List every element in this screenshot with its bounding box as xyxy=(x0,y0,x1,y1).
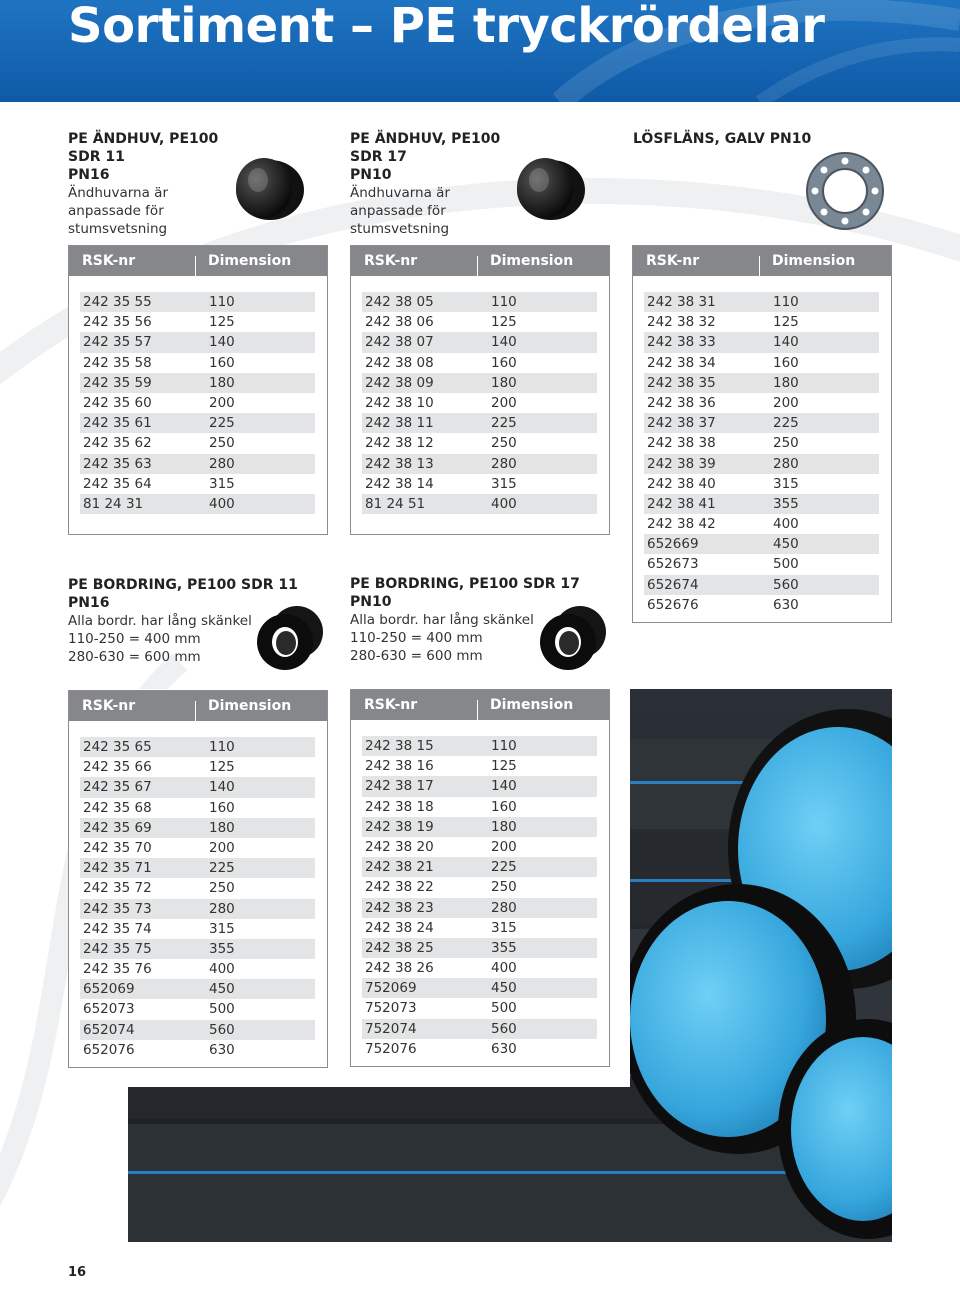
rsk-number-cell: 242 38 25 xyxy=(365,939,434,956)
table-header xyxy=(351,246,609,276)
dimension-cell: 160 xyxy=(773,354,799,371)
table-row xyxy=(362,736,597,756)
rsk-number-cell: 242 35 76 xyxy=(83,961,152,978)
dimension-cell: 355 xyxy=(209,940,235,957)
rsk-number-cell: 242 38 36 xyxy=(647,394,716,411)
rsk-number-cell: 242 38 08 xyxy=(365,354,434,371)
table-row xyxy=(362,938,597,958)
dimension-cell: 140 xyxy=(491,334,517,351)
header-rsk: RSK-nr xyxy=(646,253,700,269)
table-row xyxy=(80,818,315,838)
dimension-cell: 160 xyxy=(209,799,235,816)
table-row xyxy=(80,798,315,818)
rsk-number-cell: 242 38 05 xyxy=(365,294,434,310)
table-body xyxy=(69,276,327,528)
dimension-cell: 500 xyxy=(209,1001,235,1018)
table-body xyxy=(69,721,327,1074)
product-desc-line: Ändhuvarna är xyxy=(68,185,168,201)
dimension-cell: 225 xyxy=(209,415,235,432)
dimension-cell: 160 xyxy=(491,354,517,371)
header-dimension: Dimension xyxy=(490,697,574,713)
product-pressure-class: PN16 xyxy=(68,595,110,611)
rsk-number-cell: 652674 xyxy=(647,576,699,593)
table-row xyxy=(644,433,879,453)
rsk-number-cell: 242 38 41 xyxy=(647,495,716,512)
table-row xyxy=(644,312,879,332)
table-row xyxy=(80,292,315,312)
rsk-number-cell: 242 38 15 xyxy=(365,738,434,754)
table-row xyxy=(362,958,597,978)
header-dimension: Dimension xyxy=(208,698,292,714)
product-flange xyxy=(633,130,833,148)
rsk-number-cell: 242 38 16 xyxy=(365,758,434,775)
dimension-cell: 180 xyxy=(491,818,517,835)
table-row xyxy=(80,474,315,494)
table-row xyxy=(644,575,879,595)
header-divider xyxy=(195,256,196,276)
rsk-number-cell: 242 35 66 xyxy=(83,759,152,776)
table-row xyxy=(362,1039,597,1059)
product-desc-line: 110-250 = 400 mm xyxy=(68,631,201,647)
table-row xyxy=(644,393,879,413)
rsk-number-cell: 652676 xyxy=(647,596,699,613)
dimension-cell: 250 xyxy=(209,880,235,897)
rsk-number-cell: 652069 xyxy=(83,981,135,998)
table-row xyxy=(80,413,315,433)
table-row xyxy=(644,514,879,534)
table-header xyxy=(69,246,327,276)
dimension-cell: 140 xyxy=(773,334,799,351)
rsk-number-cell: 242 35 72 xyxy=(83,880,152,897)
rsk-number-cell: 752074 xyxy=(365,1020,417,1037)
table-row xyxy=(644,292,879,312)
dimension-cell: 125 xyxy=(209,759,235,776)
rsk-number-cell: 242 35 60 xyxy=(83,394,152,411)
product-desc-line: Alla bordr. har lång skänkel xyxy=(68,613,252,629)
table-row xyxy=(362,756,597,776)
rsk-table-end-cap-sdr17 xyxy=(350,245,610,535)
dimension-cell: 140 xyxy=(209,334,235,351)
end-cap-image xyxy=(230,152,306,222)
rsk-number-cell: 242 38 18 xyxy=(365,798,434,815)
product-desc-line: stumsvetsning xyxy=(68,221,168,237)
rsk-number-cell: 242 38 33 xyxy=(647,334,716,351)
header-divider xyxy=(477,256,478,276)
product-desc-line: anpassade för xyxy=(350,203,446,219)
product-end-cap-sdr11 xyxy=(68,130,238,238)
header-rsk: RSK-nr xyxy=(82,253,136,269)
product-desc-line: 110-250 = 400 mm xyxy=(350,630,483,646)
dimension-cell: 630 xyxy=(209,1041,235,1058)
table-row xyxy=(362,433,597,453)
table-row xyxy=(80,939,315,959)
dimension-cell: 110 xyxy=(209,294,235,310)
rsk-number-cell: 752073 xyxy=(365,1000,417,1017)
dimension-cell: 160 xyxy=(209,354,235,371)
table-row xyxy=(362,776,597,796)
rsk-number-cell: 242 35 64 xyxy=(83,475,152,492)
rsk-number-cell: 242 35 58 xyxy=(83,354,152,371)
table-row xyxy=(644,595,879,615)
product-desc-line: Alla bordr. har lång skänkel xyxy=(350,612,534,628)
table-row xyxy=(644,494,879,514)
rsk-number-cell: 242 35 71 xyxy=(83,860,152,877)
product-desc-line: 280-630 = 600 mm xyxy=(68,649,201,665)
rsk-number-cell: 652076 xyxy=(83,1041,135,1058)
dimension-cell: 315 xyxy=(209,475,235,492)
dimension-cell: 560 xyxy=(209,1021,235,1038)
table-row xyxy=(644,454,879,474)
table-row xyxy=(644,353,879,373)
table-row xyxy=(362,312,597,332)
dimension-cell: 400 xyxy=(209,495,235,512)
table-row xyxy=(362,817,597,837)
dimension-cell: 450 xyxy=(209,981,235,998)
dimension-cell: 450 xyxy=(491,980,517,997)
table-row xyxy=(80,494,315,514)
rsk-number-cell: 242 38 38 xyxy=(647,435,716,452)
dimension-cell: 280 xyxy=(491,899,517,916)
rsk-number-cell: 242 38 34 xyxy=(647,354,716,371)
table-header xyxy=(351,690,609,720)
dimension-cell: 200 xyxy=(209,839,235,856)
product-pressure-class: PN16 xyxy=(68,167,110,183)
rsk-number-cell: 242 35 57 xyxy=(83,334,152,351)
table-body xyxy=(351,276,609,528)
table-row xyxy=(80,1020,315,1040)
table-row xyxy=(80,899,315,919)
rsk-number-cell: 242 35 55 xyxy=(83,294,152,310)
dimension-cell: 200 xyxy=(491,838,517,855)
rsk-number-cell: 242 35 62 xyxy=(83,435,152,452)
rsk-number-cell: 242 38 39 xyxy=(647,455,716,472)
dimension-cell: 110 xyxy=(773,294,799,310)
dimension-cell: 110 xyxy=(209,739,235,755)
dimension-cell: 315 xyxy=(773,475,799,492)
dimension-cell: 400 xyxy=(209,961,235,978)
rsk-number-cell: 242 35 59 xyxy=(83,374,152,391)
dimension-cell: 560 xyxy=(773,576,799,593)
rsk-number-cell: 242 38 42 xyxy=(647,516,716,533)
dimension-cell: 225 xyxy=(773,415,799,432)
dimension-cell: 450 xyxy=(773,536,799,553)
page-title: Sortiment – PE tryckrördelar xyxy=(68,0,825,54)
table-body xyxy=(633,276,891,629)
rsk-number-cell: 242 38 37 xyxy=(647,415,716,432)
product-end-cap-sdr17 xyxy=(350,130,520,238)
dimension-cell: 315 xyxy=(491,919,517,936)
table-row xyxy=(80,979,315,999)
rsk-number-cell: 242 38 35 xyxy=(647,374,716,391)
table-row xyxy=(80,433,315,453)
table-row xyxy=(362,978,597,998)
header-rsk: RSK-nr xyxy=(364,697,418,713)
header-dimension: Dimension xyxy=(208,253,292,269)
table-row xyxy=(80,353,315,373)
rsk-number-cell: 242 38 07 xyxy=(365,334,434,351)
rsk-number-cell: 242 38 23 xyxy=(365,899,434,916)
rsk-number-cell: 242 38 21 xyxy=(365,859,434,876)
dimension-cell: 140 xyxy=(209,779,235,796)
rsk-number-cell: 242 38 14 xyxy=(365,475,434,492)
rsk-number-cell: 242 35 56 xyxy=(83,314,152,331)
rsk-number-cell: 242 38 17 xyxy=(365,778,434,795)
table-row xyxy=(80,454,315,474)
dimension-cell: 125 xyxy=(209,314,235,331)
table-header xyxy=(69,691,327,721)
table-row xyxy=(644,474,879,494)
flange-image xyxy=(804,150,886,232)
table-header xyxy=(633,246,891,276)
dimension-cell: 315 xyxy=(209,920,235,937)
table-row xyxy=(80,1040,315,1060)
rsk-number-cell: 242 38 19 xyxy=(365,818,434,835)
rsk-number-cell: 752076 xyxy=(365,1040,417,1057)
rsk-number-cell: 81 24 51 xyxy=(365,495,426,512)
dimension-cell: 250 xyxy=(491,435,517,452)
header-rsk: RSK-nr xyxy=(364,253,418,269)
product-title: PE BORDRING, PE100 SDR 11 xyxy=(68,577,298,593)
header-dimension: Dimension xyxy=(772,253,856,269)
dimension-cell: 180 xyxy=(773,374,799,391)
table-row xyxy=(644,534,879,554)
header-divider xyxy=(195,701,196,721)
table-row xyxy=(80,838,315,858)
rsk-number-cell: 242 38 13 xyxy=(365,455,434,472)
rsk-number-cell: 242 38 26 xyxy=(365,960,434,977)
table-row xyxy=(362,918,597,938)
table-row xyxy=(362,1019,597,1039)
rsk-number-cell: 242 35 73 xyxy=(83,900,152,917)
table-row xyxy=(644,332,879,352)
table-body xyxy=(351,720,609,1073)
table-row xyxy=(362,454,597,474)
product-title: PE BORDRING, PE100 SDR 17 xyxy=(350,576,580,592)
header-banner xyxy=(0,0,960,102)
table-row xyxy=(362,797,597,817)
dimension-cell: 180 xyxy=(209,374,235,391)
rsk-number-cell: 242 35 69 xyxy=(83,819,152,836)
stub-flange-image xyxy=(255,602,325,672)
table-row xyxy=(362,413,597,433)
product-title: PE ÄNDHUV, PE100 SDR 17 xyxy=(350,131,501,165)
rsk-number-cell: 242 38 24 xyxy=(365,919,434,936)
table-row xyxy=(362,332,597,352)
stub-flange-image xyxy=(538,602,608,672)
dimension-cell: 110 xyxy=(491,738,517,754)
dimension-cell: 315 xyxy=(491,475,517,492)
table-row xyxy=(362,373,597,393)
dimension-cell: 180 xyxy=(491,374,517,391)
product-pressure-class: PN10 xyxy=(350,594,392,610)
table-row xyxy=(362,898,597,918)
rsk-number-cell: 652073 xyxy=(83,1001,135,1018)
rsk-number-cell: 242 38 11 xyxy=(365,415,434,432)
rsk-number-cell: 752069 xyxy=(365,980,417,997)
rsk-number-cell: 652673 xyxy=(647,556,699,573)
table-row xyxy=(362,353,597,373)
dimension-cell: 500 xyxy=(491,1000,517,1017)
table-row xyxy=(80,373,315,393)
dimension-cell: 400 xyxy=(491,960,517,977)
dimension-cell: 125 xyxy=(491,758,517,775)
table-row xyxy=(362,393,597,413)
table-row xyxy=(80,919,315,939)
dimension-cell: 400 xyxy=(491,495,517,512)
rsk-number-cell: 242 38 10 xyxy=(365,394,434,411)
product-title: PE ÄNDHUV, PE100 SDR 11 xyxy=(68,131,219,165)
product-pressure-class: PN10 xyxy=(350,167,392,183)
rsk-number-cell: 242 35 61 xyxy=(83,415,152,432)
table-row xyxy=(362,292,597,312)
table-row xyxy=(80,999,315,1019)
rsk-number-cell: 242 38 31 xyxy=(647,294,716,310)
header-rsk: RSK-nr xyxy=(82,698,136,714)
rsk-number-cell: 652669 xyxy=(647,536,699,553)
dimension-cell: 280 xyxy=(209,455,235,472)
table-row xyxy=(80,332,315,352)
table-row xyxy=(80,959,315,979)
rsk-table-flange xyxy=(632,245,892,623)
rsk-number-cell: 242 38 40 xyxy=(647,475,716,492)
table-row xyxy=(644,554,879,574)
rsk-number-cell: 242 38 06 xyxy=(365,314,434,331)
dimension-cell: 200 xyxy=(209,394,235,411)
product-desc-line: anpassade för xyxy=(68,203,164,219)
rsk-table-collar-sdr17 xyxy=(350,689,610,1067)
header-divider xyxy=(759,256,760,276)
table-row xyxy=(80,777,315,797)
product-desc-line: Ändhuvarna är xyxy=(350,185,450,201)
rsk-number-cell: 242 38 09 xyxy=(365,374,434,391)
dimension-cell: 125 xyxy=(491,314,517,331)
dimension-cell: 280 xyxy=(209,900,235,917)
rsk-number-cell: 242 35 65 xyxy=(83,739,152,755)
rsk-number-cell: 81 24 31 xyxy=(83,495,144,512)
dimension-cell: 180 xyxy=(209,819,235,836)
table-row xyxy=(362,837,597,857)
dimension-cell: 630 xyxy=(491,1040,517,1057)
rsk-number-cell: 242 35 67 xyxy=(83,779,152,796)
table-row xyxy=(80,393,315,413)
dimension-cell: 560 xyxy=(491,1020,517,1037)
table-row xyxy=(80,757,315,777)
dimension-cell: 630 xyxy=(773,596,799,613)
header-divider xyxy=(477,700,478,720)
rsk-number-cell: 652074 xyxy=(83,1021,135,1038)
rsk-number-cell: 242 35 63 xyxy=(83,455,152,472)
dimension-cell: 280 xyxy=(491,455,517,472)
dimension-cell: 355 xyxy=(491,939,517,956)
table-row xyxy=(362,494,597,514)
dimension-cell: 200 xyxy=(491,394,517,411)
rsk-number-cell: 242 35 68 xyxy=(83,799,152,816)
dimension-cell: 250 xyxy=(209,435,235,452)
table-row xyxy=(362,857,597,877)
product-desc-line: 280-630 = 600 mm xyxy=(350,648,483,664)
dimension-cell: 225 xyxy=(491,415,517,432)
table-row xyxy=(362,877,597,897)
rsk-number-cell: 242 35 75 xyxy=(83,940,152,957)
rsk-table-collar-sdr11 xyxy=(68,690,328,1068)
dimension-cell: 125 xyxy=(773,314,799,331)
dimension-cell: 400 xyxy=(773,516,799,533)
table-row xyxy=(644,413,879,433)
rsk-number-cell: 242 38 22 xyxy=(365,879,434,896)
dimension-cell: 500 xyxy=(773,556,799,573)
product-title: LÖSFLÄNS, GALV PN10 xyxy=(633,131,812,147)
table-row xyxy=(80,858,315,878)
rsk-number-cell: 242 35 70 xyxy=(83,839,152,856)
end-cap-image xyxy=(511,152,587,222)
header-dimension: Dimension xyxy=(490,253,574,269)
dimension-cell: 355 xyxy=(773,495,799,512)
dimension-cell: 200 xyxy=(773,394,799,411)
dimension-cell: 225 xyxy=(209,860,235,877)
table-row xyxy=(362,474,597,494)
dimension-cell: 110 xyxy=(491,294,517,310)
rsk-number-cell: 242 38 32 xyxy=(647,314,716,331)
table-row xyxy=(80,312,315,332)
dimension-cell: 160 xyxy=(491,798,517,815)
dimension-cell: 280 xyxy=(773,455,799,472)
rsk-number-cell: 242 38 20 xyxy=(365,838,434,855)
product-desc-line: stumsvetsning xyxy=(350,221,450,237)
rsk-number-cell: 242 38 12 xyxy=(365,435,434,452)
dimension-cell: 250 xyxy=(773,435,799,452)
page-number: 16 xyxy=(68,1265,87,1280)
table-row xyxy=(80,878,315,898)
table-row xyxy=(362,998,597,1018)
dimension-cell: 140 xyxy=(491,778,517,795)
dimension-cell: 225 xyxy=(491,859,517,876)
dimension-cell: 250 xyxy=(491,879,517,896)
table-row xyxy=(644,373,879,393)
rsk-number-cell: 242 35 74 xyxy=(83,920,152,937)
rsk-table-end-cap-sdr11 xyxy=(68,245,328,535)
table-row xyxy=(80,737,315,757)
